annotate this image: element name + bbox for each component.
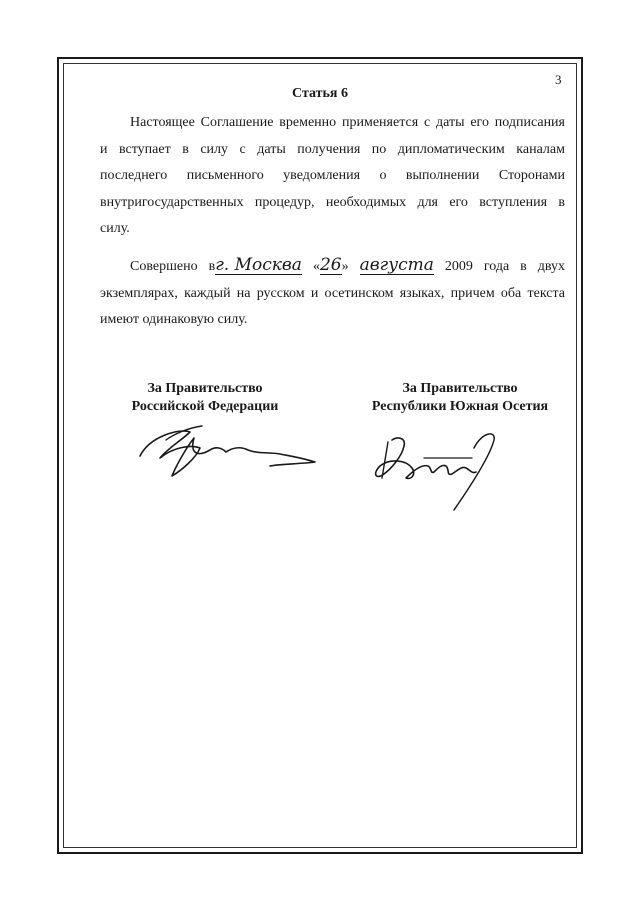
party-russia: [110, 380, 300, 416]
handwritten-day: 26: [319, 255, 342, 275]
party-label: За Правительство: [147, 381, 263, 396]
party-name: Республики Южная Осетия: [371, 399, 549, 414]
signing-line: имеют одинаковую силу.: [100, 312, 248, 327]
signature-left: [130, 418, 330, 488]
signing-in-word: в: [208, 259, 216, 274]
paragraph-line: последнего письменного уведомления о выполнении Сторонами: [100, 168, 565, 183]
signature-right: [362, 418, 512, 518]
signing-year: 2009 года в двух: [444, 259, 566, 274]
party-name: Российской Федерации: [131, 399, 279, 414]
article-paragraph: [100, 110, 565, 243]
paragraph-line: и вступает в силу с даты получения по дипломатическим каналам: [100, 141, 565, 157]
page-number: 3: [555, 72, 562, 87]
article-title: Статья 6: [292, 86, 348, 101]
party-south-ossetia: [355, 380, 565, 416]
handwritten-month: августа: [359, 255, 434, 275]
party-label: За Правительство: [402, 381, 518, 396]
paragraph-line: внутригосударственных процедур, необходимых для его вступления в: [100, 194, 565, 210]
signing-line: экземплярах, каждый на русском и осетинском языках, причем оба текста: [100, 285, 565, 301]
handwritten-place: г. Москва: [215, 255, 302, 275]
paragraph-line: Настоящее Соглашение временно применяется с даты его подписания: [130, 115, 565, 130]
signing-prefix: Совершено: [130, 259, 198, 274]
paragraph-line: силу.: [100, 221, 130, 236]
signing-paragraph: [100, 254, 565, 334]
signing-line: Совершено вг. Москва «26» августа 2009 года в двух: [130, 255, 566, 275]
